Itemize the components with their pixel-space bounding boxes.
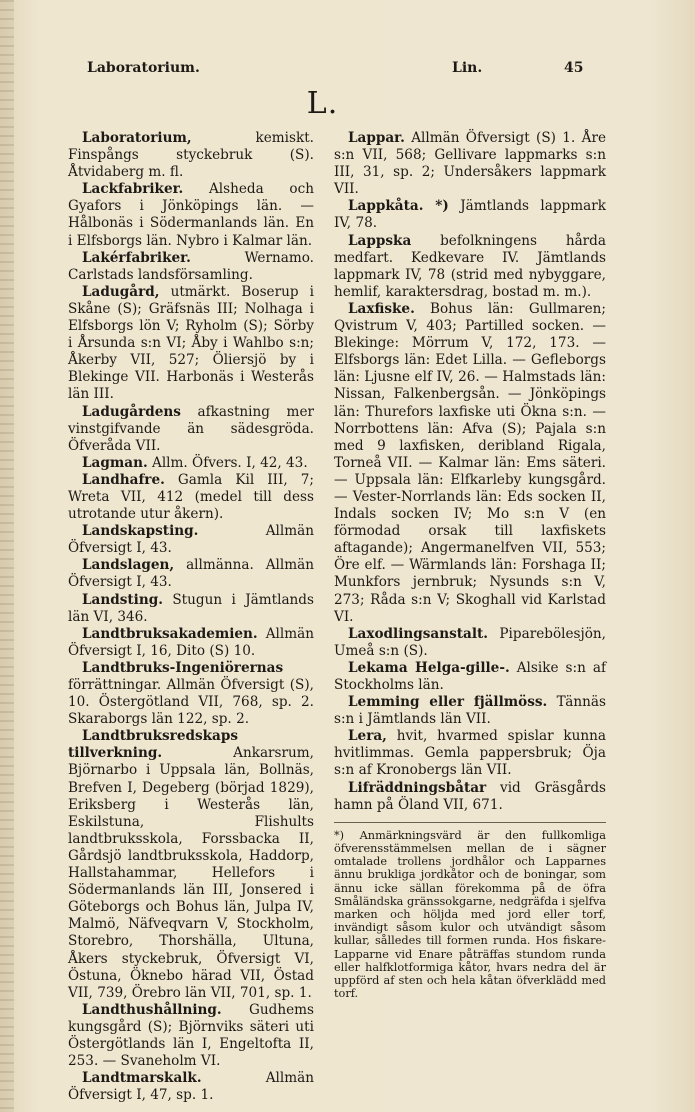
entry-text: befolkningens hårda medfart. Kedkevare IV. Jämtlands lappmark IV, 78 (strid med nybyggare, hemlif, karaktersdrag, bostad m. m.). — [334, 232, 606, 300]
entry-term: Landslagen, — [82, 557, 175, 574]
entry-term: Lifräddningsbåtar — [348, 779, 487, 796]
header-left-term: Laboratorium. — [87, 60, 200, 76]
entry-term: Landtmarskalk. — [82, 1070, 202, 1087]
entry-text: vid Gräsgårds hamn på Öland VII, 671. — [334, 779, 606, 813]
footnote: *) Anmärkningsvärd är den fullkomliga öfverensstämmelsen mellan de i sägner omtalade trollens jordhålor och Lapparnes ännu brukliga jordkåtor och de boningar, som ännu icke sällan förekomma på de öfra Småländska gränssokgarne, nedgräfda i sjelfva marken och höljda med jord eller torf, invändigt såsom kulor och utvändigt såsom kullar, sålledes till formen runda. Hos fiskare-Lapparne vid Enare påträffas stundom runda eller halfklotformiga kåtor, hvars nedra del är uppförd af sten och hela kåtan öfverklädd med torf. — [334, 822, 606, 1001]
index-entry — [334, 694, 606, 728]
entry-term: Lekama Helga-gille-. — [348, 659, 510, 676]
entry-term: Laxodlingsanstalt. — [348, 625, 489, 642]
entry-text: Alsheda och Gyafors i Jönköpings län. — Hålbonäs i Södermanlands län. En i Elfsborgs län. Nybro i Kalmar län. — [68, 181, 314, 249]
entry-text: Allmän Öfversigt I, 43. — [68, 523, 314, 557]
entry-text: Alsike s:n af Stockholms län. — [334, 659, 606, 693]
entry-text: Allmän Öfversigt I, 47, sp. 1. — [68, 1070, 314, 1104]
entry-term: Landtbruks-Ingeniörernas — [82, 659, 284, 676]
header-right-term: Lin. — [452, 60, 483, 76]
entry-text: Jämtlands lappmark IV, 78. — [334, 198, 606, 232]
entry-term: Lackfabriker. — [82, 181, 184, 198]
index-entry — [68, 404, 314, 455]
index-entry — [68, 130, 314, 181]
entry-term: Landtbruksredskaps tillverkning. — [68, 728, 239, 762]
entry-term: Lera, — [348, 728, 387, 745]
entry-term: Lakérfabriker. — [82, 249, 191, 266]
index-entry — [68, 250, 314, 284]
index-entry — [334, 660, 606, 694]
entry-text: allmänna. Allmän Öfversigt I, 43. — [68, 557, 314, 591]
entry-text: förrättningar. Allmän Öfversigt (S), 10. Östergötland VII, 768, sp. 2. Skaraborgs län 122, sp. 2. — [68, 677, 314, 728]
entry-term: Lappska — [348, 232, 412, 249]
index-entry — [334, 130, 606, 198]
index-entry — [334, 198, 606, 232]
index-entry — [68, 284, 314, 404]
entry-text: Ankarsrum, Björnarbo i Uppsala län, Bollnäs, Brefven I, Degeberg (börjad 1829), Eriksberg i Westerås län, Eskilstuna, Flishults landtbruksskola, Forssbacka II, Gårdsjö landtbruksskola, Haddorp, Hallstahammar, Hellefors i Södermanlands län III, Jonsered i Göteborgs och Bohus län, Julpa IV, Malmö, Näfveqvarn V, Stockholm, Storebro, Thorshälla, Ultuna, Åkers styckebruk, Öfversigt VI, Östuna, Öknebo härad VII, Östad VII, 739, Örebro län VII, 701, sp. 1. — [68, 745, 314, 1001]
running-header — [60, 60, 600, 80]
index-entry — [334, 780, 606, 814]
entry-term: Landhafre. — [82, 471, 165, 488]
index-entry — [68, 728, 314, 1002]
entry-text: Allmän Öfversigt (S) 1. Åre s:n VII, 568; Gellivare lappmarks s:n III, 31, sp. 2; Undersåkers lappmark VII. — [334, 130, 606, 198]
entry-text: utmärkt. Boserup i Skåne (S); Gräfsnäs III; Nolhaga i Elfsborgs lön V; Ryholm (S); Sörby i Årsunda s:n VI; Åby i Wahlbo s:n; Åkerby VII, 527; Öliersjö by i Blekinge VII. Harbonäs i Westerås län III. — [68, 283, 314, 403]
index-entry — [334, 301, 606, 626]
entry-text: Piparebölesjön, Umeå s:n (S). — [334, 625, 606, 659]
entry-text: Tännäs s:n i Jämtlands län VII. — [334, 694, 606, 728]
entry-term: Laboratorium, — [82, 130, 192, 146]
entry-text: Gamla Kil III, 7; Wreta VII, 412 (medel till dess utrotande utur åkern). — [68, 471, 314, 523]
index-entry — [68, 523, 314, 557]
entry-text: afkastning mer vinstgifvande än sädesgröda. Öfveråda VII. — [68, 403, 314, 454]
entry-term: Landskapsting. — [82, 523, 199, 540]
section-letter: L. — [306, 86, 339, 121]
entry-text: Wernamo. Carlstads landsförsamling. — [68, 249, 314, 283]
entry-text: kemiskt. Finspångs styckebruk (S). Åtvidaberg m. fl. — [68, 130, 314, 181]
entry-term: Landthushållning. — [82, 1001, 222, 1018]
index-entry — [68, 626, 314, 660]
index-entry — [68, 592, 314, 626]
entry-term: Lemming eller fjällmöss. — [348, 694, 548, 711]
right-column — [334, 130, 606, 1000]
entry-text: Allm. Öfvers. I, 42, 43. — [147, 454, 308, 471]
index-entry — [68, 455, 314, 472]
entry-text: Gudhems kungsgård (S); Björnviks säteri uti Östergötlands län I, Engeltofta II, 253. — Svaneholm VI. — [68, 1001, 314, 1070]
entry-text: Bohus län: Gullmaren; Qvistrum V, 403; Partilled socken. — Blekinge: Mörrum V, 172, 173. — Elfsborgs län: Edet Lilla. — Gefleborgs län: Ljusne elf IV, 26. — Halmstads län: Nissan, Falkenbergsån. — Jönköpings län: Thurefors laxfiske uti Ökna s:n. — Norrbottens län: Afva (S); Pajala s:n med 9 laxfisken, deribland Rigala, Torneå VII. — Kalmar län: Ems säteri. — Uppsala län: Elfkarleby kungsgård. — Vester-Norrlands län: Eds socken II, Indals socken IV; Mo s:n V (en förmodad orsak till laxfiskets aftagande); Angermanelfven VII, 553; Öre elf. — Wärmlands län: Forshaga II; Munkfors jernbruk; Nysunds s:n V, 273; Råda s:n V; Skoghall vid Karlstad VI. — [334, 300, 606, 625]
index-entry — [68, 1070, 314, 1104]
index-entry — [68, 472, 314, 523]
entry-term: Laxfiske. — [348, 300, 415, 317]
entry-text: Allmän Öfversigt I, 16, Dito (S) 10. — [68, 625, 314, 659]
entry-term: Landsting. — [82, 591, 163, 608]
index-entry — [68, 557, 314, 591]
index-entry — [68, 1002, 314, 1070]
book-spine-shadow — [0, 0, 14, 1112]
entry-term: Lappkåta. *) — [348, 198, 449, 215]
page-number: 45 — [564, 60, 584, 76]
entry-term: Landtbruksakademien. — [82, 625, 258, 642]
index-entry — [68, 660, 314, 728]
entry-text: Stugun i Jämtlands län VI, 346. — [68, 591, 314, 625]
entry-term: Lappar. — [348, 130, 405, 146]
entry-term: Ladugårdens — [82, 403, 181, 420]
entry-term: Ladugård, — [82, 283, 160, 300]
entry-term: Lagman. — [82, 454, 148, 471]
index-entry — [68, 181, 314, 249]
left-column — [68, 130, 314, 1104]
entry-text: hvit, hvarmed spislar kunna hvitlimmas. Gemla pappersbruk; Öja s:n af Kronobergs län VII. — [334, 728, 606, 779]
index-entry — [334, 728, 606, 779]
index-entry — [334, 233, 606, 301]
index-entry — [334, 626, 606, 660]
